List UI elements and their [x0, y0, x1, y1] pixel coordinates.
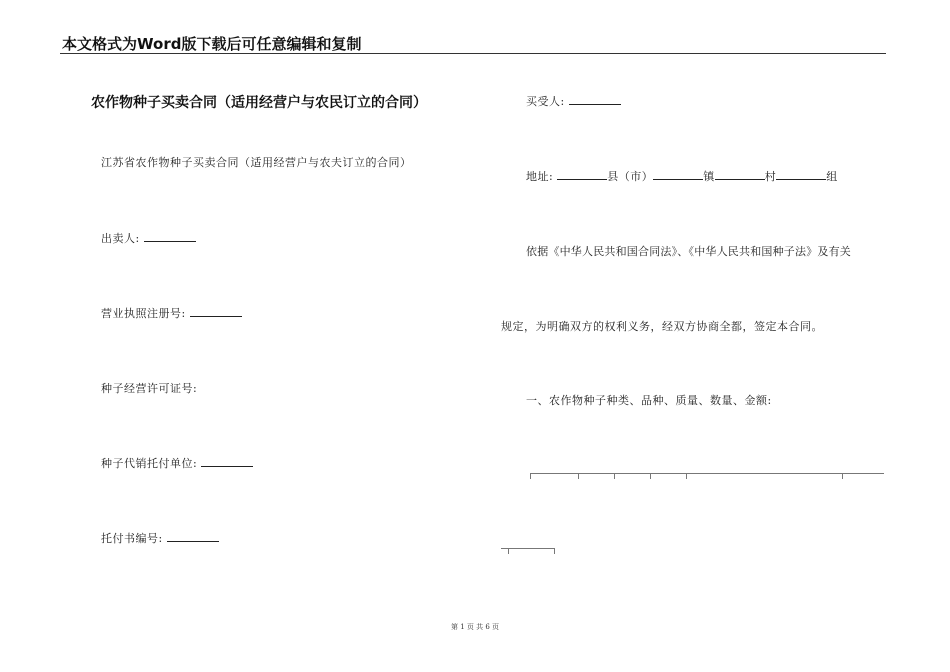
agent-field: [101, 455, 253, 471]
basis-line-2: 规定，为明确双方的权利义务，经双方协商全都，签定本合同。: [501, 320, 823, 333]
table-col-rule: [842, 473, 843, 479]
commission-no-label: 托付书编号:: [101, 532, 163, 545]
buyer-blank[interactable]: [569, 93, 621, 105]
table-col-rule: [554, 548, 555, 554]
address-blank-4[interactable]: [776, 168, 826, 180]
agent-blank[interactable]: [201, 455, 253, 467]
seller-blank[interactable]: [144, 230, 196, 242]
table-col-rule: [686, 473, 687, 479]
address-field: [526, 168, 838, 184]
seed-permit-label: 种子经营许可证号:: [101, 382, 198, 395]
document-title: 农作物种子买卖合同（适用经营户与农民订立的合同）: [91, 95, 427, 111]
seller-label: 出卖人:: [101, 232, 140, 245]
buyer-field: [526, 93, 621, 109]
license-field: [101, 305, 242, 321]
section-1-heading: 一、农作物种子种类、品种、质量、数量、金额:: [526, 394, 772, 407]
address-label: 地址:: [526, 170, 554, 183]
license-blank[interactable]: [190, 305, 242, 317]
buyer-label: 买受人:: [526, 95, 565, 108]
table-col-rule: [578, 473, 579, 479]
commission-no-field: [101, 530, 219, 546]
agent-label: 种子代销托付单位:: [101, 457, 198, 470]
village-label: 村: [764, 170, 777, 183]
table-top-border: [530, 473, 884, 474]
subtitle: 江苏省农作物种子买卖合同（适用经营户与农夫订立的合同）: [101, 156, 412, 169]
license-label: 营业执照注册号:: [101, 307, 186, 320]
address-blank-2[interactable]: [653, 168, 703, 180]
table-col-rule: [650, 473, 651, 479]
table-col-rule: [530, 473, 531, 479]
town-label: 镇: [703, 170, 715, 183]
address-blank-3[interactable]: [715, 168, 765, 180]
page-number: 第 1 页 共 6 页: [450, 623, 500, 631]
basis-line-1: 依据《中华人民共和国合同法》、《中华人民共和国种子法》及有关: [526, 245, 851, 258]
seed-permit-field: [101, 380, 197, 396]
table-col-rule: [508, 548, 509, 554]
seller-field: [101, 230, 196, 246]
group-label: 组: [826, 170, 838, 183]
commission-no-blank[interactable]: [167, 530, 219, 542]
table-col-rule: [614, 473, 615, 479]
county-label: 县（市）: [607, 170, 654, 183]
header-text: 本文格式为Word版下载后可任意编辑和复制: [62, 35, 362, 53]
address-blank-1[interactable]: [557, 168, 607, 180]
document-header: [60, 33, 886, 54]
